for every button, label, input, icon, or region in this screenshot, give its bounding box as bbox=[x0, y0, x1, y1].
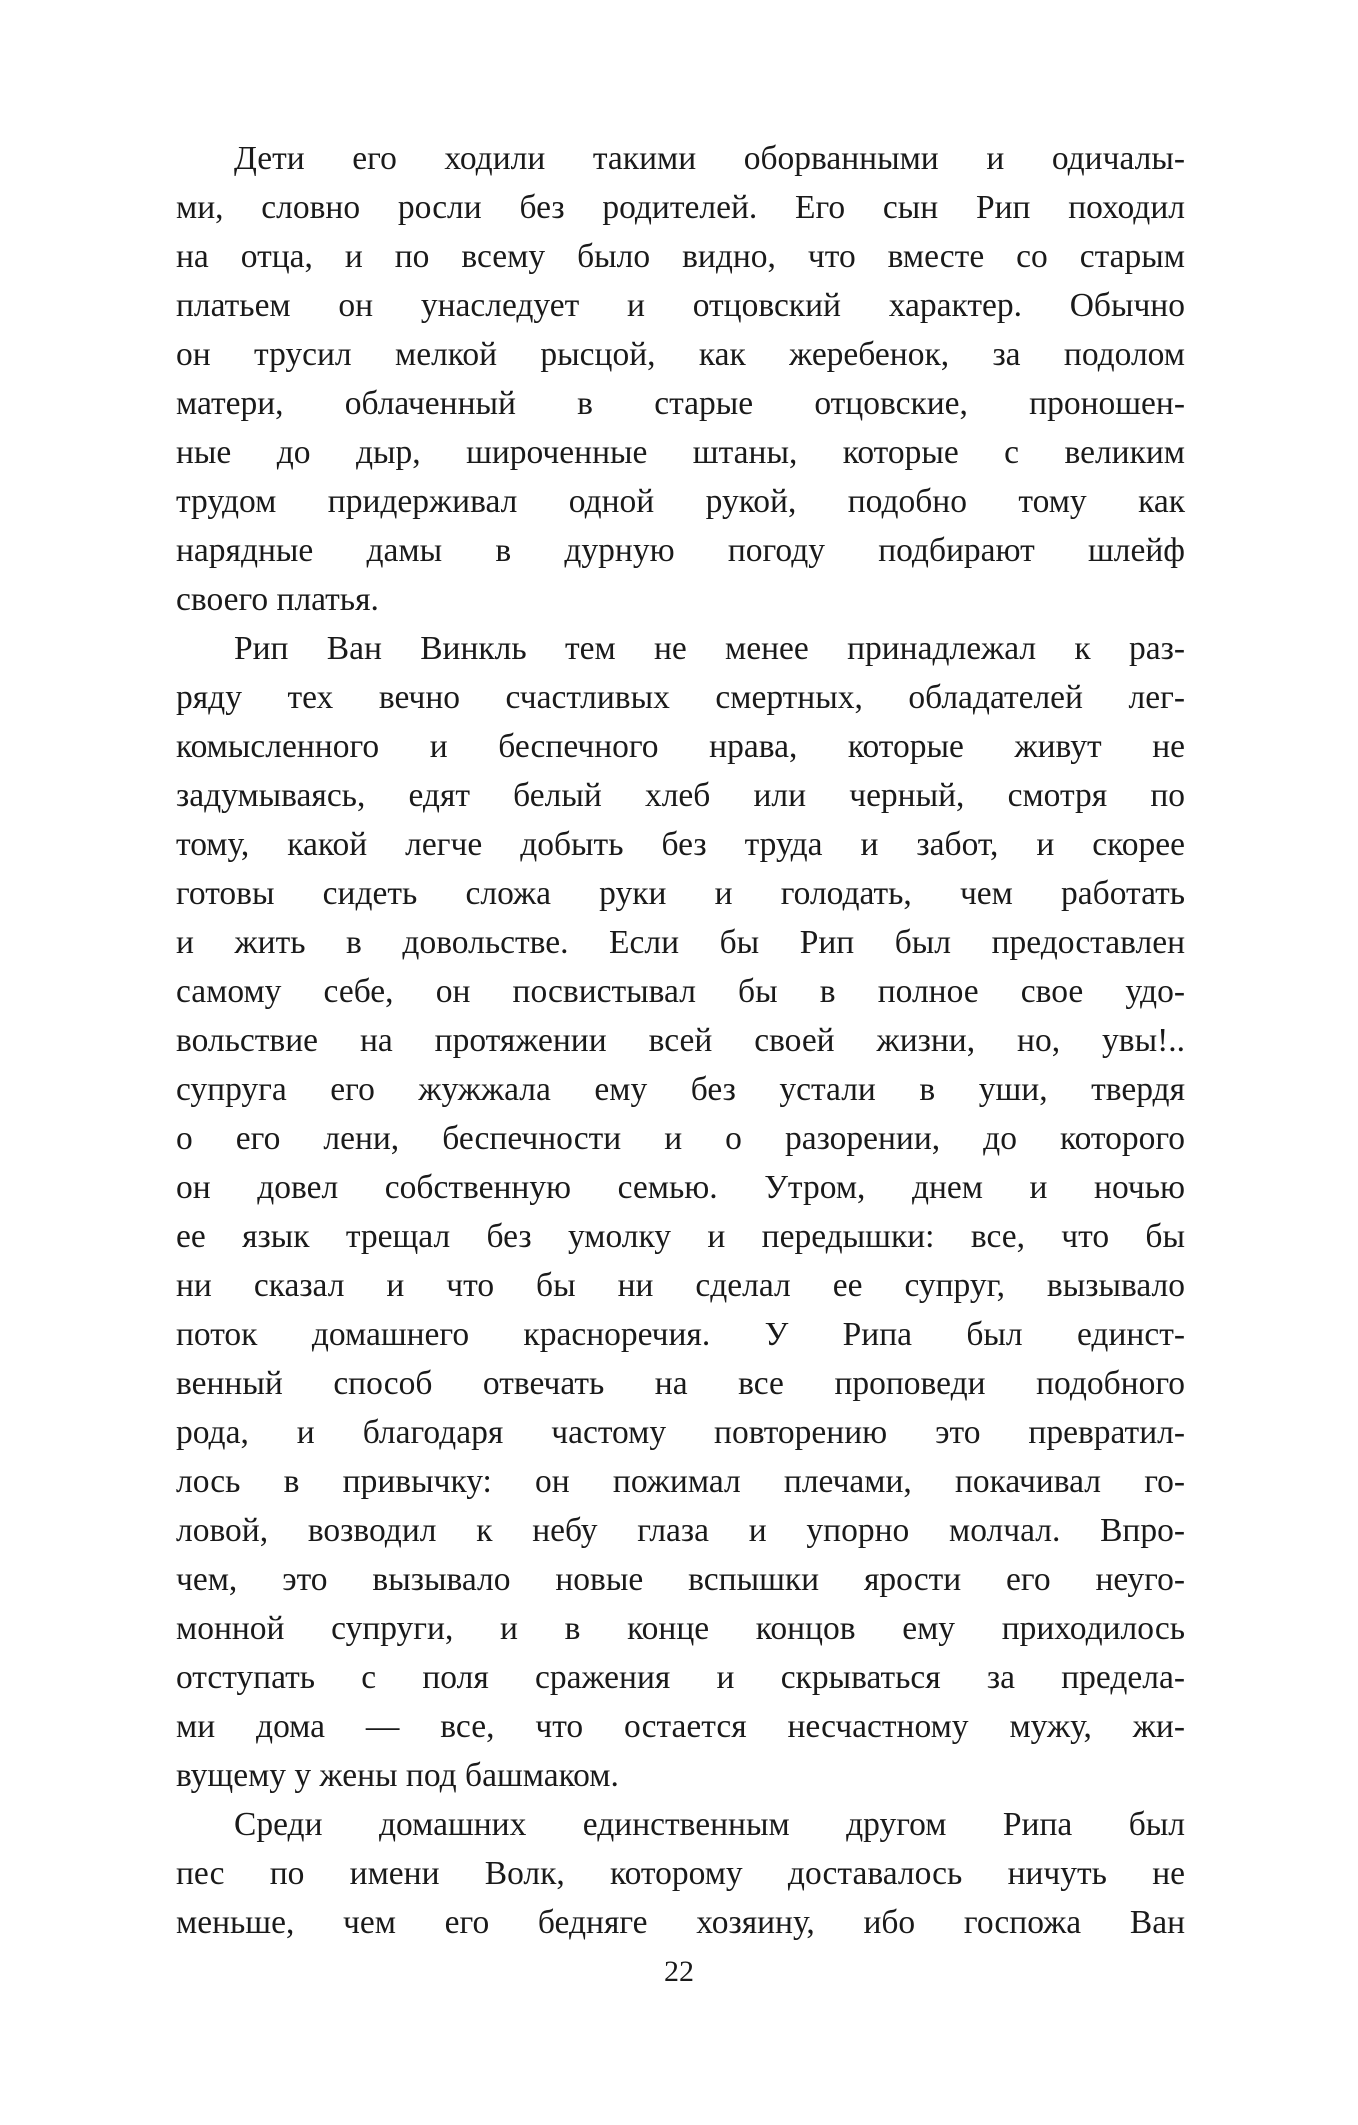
paragraph-1 bbox=[176, 134, 1185, 624]
text-line: пес по имени Волк, которому доставалось ничуть не bbox=[176, 1855, 1185, 1892]
text-line: Среди домашних единственным другом Рипа был bbox=[234, 1806, 1185, 1843]
text-line: тому, какой легче добыть без труда и забот, и скорее bbox=[176, 826, 1185, 863]
text-line: своего платья. bbox=[176, 581, 379, 618]
text-line: задумываясь, едят белый хлеб или черный, смотря по bbox=[176, 777, 1185, 814]
text-line: ми дома — все, что остается несчастному мужу, жи- bbox=[176, 1708, 1185, 1745]
text-line: вущему у жены под башмаком. bbox=[176, 1757, 619, 1794]
text-line: он довел собственную семью. Утром, днем и ночью bbox=[176, 1169, 1185, 1206]
text-line: меньше, чем его бедняге хозяину, ибо госпожа Ван bbox=[176, 1904, 1185, 1941]
page-number: 22 bbox=[664, 1955, 694, 1988]
text-line: венный способ отвечать на все проповеди подобного bbox=[176, 1365, 1185, 1402]
text-line: самому себе, он посвистывал бы в полное свое удо- bbox=[176, 973, 1185, 1010]
paragraph-2 bbox=[176, 624, 1185, 1800]
text-line: Дети его ходили такими оборванными и одичалы- bbox=[234, 140, 1185, 177]
text-line: поток домашнего красноречия. У Рипа был единст- bbox=[176, 1316, 1185, 1353]
text-line: чем, это вызывало новые вспышки ярости его неуго- bbox=[176, 1561, 1185, 1598]
text-line: ряду тех вечно счастливых смертных, обладателей лег- bbox=[176, 679, 1185, 716]
text-line: ловой, возводил к небу глаза и упорно молчал. Впро- bbox=[176, 1512, 1185, 1549]
body-text bbox=[176, 134, 1185, 1947]
paragraph-3 bbox=[176, 1800, 1185, 1947]
text-line: комысленного и беспечного нрава, которые живут не bbox=[176, 728, 1185, 765]
text-line: на отца, и по всему было видно, что вместе со старым bbox=[176, 238, 1185, 275]
text-line: вольствие на протяжении всей своей жизни, но, увы!.. bbox=[176, 1022, 1185, 1059]
text-line: нарядные дамы в дурную погоду подбирают шлейф bbox=[176, 532, 1185, 569]
text-line: монной супруги, и в конце концов ему приходилось bbox=[176, 1610, 1185, 1647]
text-line: и жить в довольстве. Если бы Рип был предоставлен bbox=[176, 924, 1185, 961]
text-line: ные до дыр, широченные штаны, которые с великим bbox=[176, 434, 1185, 471]
text-line: Рип Ван Винкль тем не менее принадлежал к раз- bbox=[234, 630, 1185, 667]
text-line: готовы сидеть сложа руки и голодать, чем работать bbox=[176, 875, 1185, 912]
text-line: ее язык трещал без умолку и передышки: все, что бы bbox=[176, 1218, 1185, 1255]
text-line: лось в привычку: он пожимал плечами, покачивал го- bbox=[176, 1463, 1185, 1500]
text-line: рода, и благодаря частому повторению это превратил- bbox=[176, 1414, 1185, 1451]
text-line: супруга его жужжала ему без устали в уши, твердя bbox=[176, 1071, 1185, 1108]
text-line: матери, облаченный в старые отцовские, проношен- bbox=[176, 385, 1185, 422]
text-line: ни сказал и что бы ни сделал ее супруг, вызывало bbox=[176, 1267, 1185, 1304]
text-line: трудом придерживал одной рукой, подобно тому как bbox=[176, 483, 1185, 520]
text-line: он трусил мелкой рысцой, как жеребенок, за подолом bbox=[176, 336, 1185, 373]
text-line: платьем он унаследует и отцовский характер. Обычно bbox=[176, 287, 1185, 324]
text-line: отступать с поля сражения и скрываться за предела- bbox=[176, 1659, 1185, 1696]
text-line: ми, словно росли без родителей. Его сын Рип походил bbox=[176, 189, 1185, 226]
text-line: о его лени, беспечности и о разорении, до которого bbox=[176, 1120, 1185, 1157]
